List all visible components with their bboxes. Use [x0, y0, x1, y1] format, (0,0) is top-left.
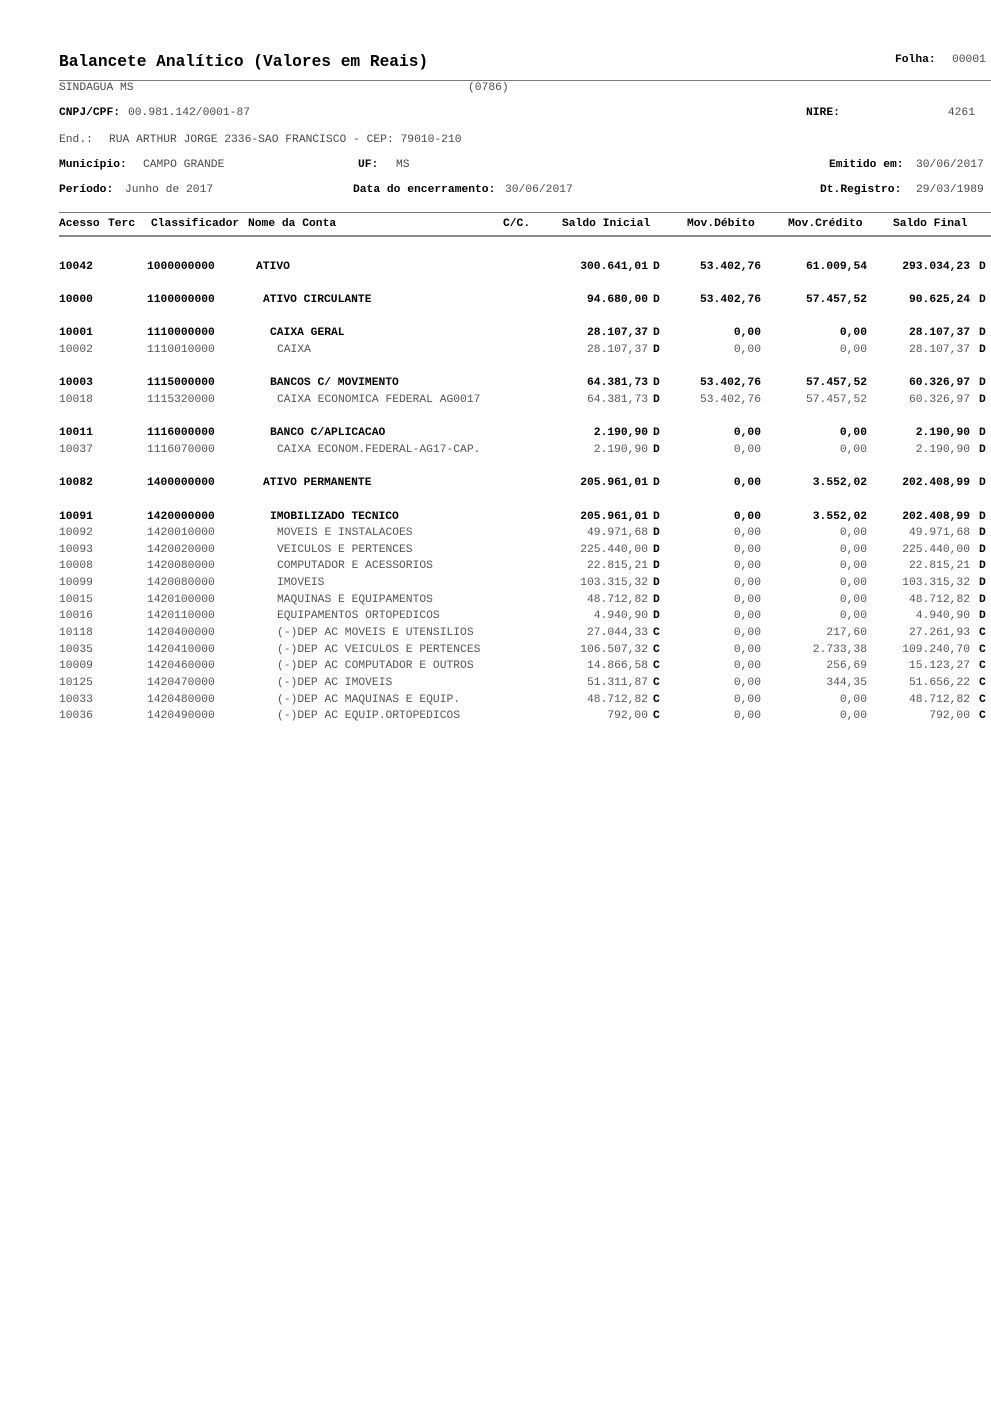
final-balance: 202.408,99 [902, 510, 970, 523]
account-classifier: 1420470000 [147, 677, 215, 690]
debit-movement: 0,00 [733, 510, 761, 523]
table-row [0, 375, 991, 392]
account-classifier: 1000000000 [147, 260, 215, 273]
uf-value: MS [396, 159, 410, 171]
municipio-value: CAMPO GRANDE [143, 159, 225, 171]
account-classifier: 1115000000 [147, 377, 215, 390]
final-balance: 60.326,97 [908, 393, 970, 406]
registration-date-label: Dt.Registro: [820, 184, 902, 196]
initial-balance-dc-indicator: D [653, 543, 660, 556]
account-name: IMOBILIZADO TECNICO [270, 510, 399, 523]
final-balance: 28.107,37 [908, 327, 970, 340]
final-balance-dc-indicator: C [979, 627, 986, 640]
col-header-saldo-inicial: Saldo Inicial [562, 218, 651, 230]
initial-balance: 28.107,37 [586, 327, 648, 340]
final-balance-dc-indicator: C [979, 643, 986, 656]
account-access-code: 10003 [59, 377, 93, 390]
ledger-table [0, 242, 991, 725]
table-row [0, 608, 991, 625]
credit-movement: 3.552,02 [812, 510, 867, 523]
debit-movement: 53.402,76 [699, 393, 761, 406]
initial-balance-dc-indicator: D [653, 377, 660, 390]
account-classifier: 1420100000 [147, 593, 215, 606]
table-row [0, 675, 991, 692]
credit-movement: 0,00 [839, 443, 867, 456]
account-name: (-)DEP AC COMPUTADOR E OUTROS [277, 660, 474, 673]
debit-movement: 0,00 [733, 660, 761, 673]
account-classifier: 1420490000 [147, 710, 215, 723]
initial-balance: 300.641,01 [580, 260, 648, 273]
final-balance: 49.971,68 [908, 527, 970, 540]
column-header-divider-top [59, 212, 991, 213]
final-balance-dc-indicator: D [979, 443, 986, 456]
initial-balance-dc-indicator: D [653, 560, 660, 573]
account-access-code: 10093 [59, 543, 93, 556]
initial-balance: 2.190,90 [593, 427, 648, 440]
col-header-acesso: Acesso [59, 218, 100, 230]
account-name: CAIXA GERAL [270, 327, 345, 340]
final-balance: 293.034,23 [902, 260, 970, 273]
table-row [0, 575, 991, 592]
registration-date-value: 29/03/1989 [916, 184, 984, 196]
initial-balance: 49.971,68 [586, 527, 648, 540]
credit-movement: 217,60 [826, 627, 867, 640]
account-name: ATIVO [256, 260, 290, 273]
final-balance-dc-indicator: D [979, 593, 986, 606]
initial-balance: 205.961,01 [580, 510, 648, 523]
account-access-code: 10008 [59, 560, 93, 573]
initial-balance: 48.712,82 [586, 693, 648, 706]
initial-balance: 792,00 [607, 710, 648, 723]
account-name: IMOVEIS [277, 577, 325, 590]
credit-movement: 0,00 [839, 693, 867, 706]
initial-balance-dc-indicator: D [653, 593, 660, 606]
account-classifier: 1110000000 [147, 327, 215, 340]
final-balance: 22.815,21 [908, 560, 970, 573]
nire-value: 4261 [947, 107, 975, 119]
account-classifier: 1420010000 [147, 527, 215, 540]
account-name: (-)DEP AC IMOVEIS [277, 677, 393, 690]
initial-balance-dc-indicator: D [653, 260, 660, 273]
debit-movement: 0,00 [733, 477, 761, 490]
table-row [0, 442, 991, 459]
account-access-code: 10091 [59, 510, 93, 523]
col-header-cc: C/C. [503, 218, 531, 230]
credit-movement: 0,00 [839, 560, 867, 573]
issued-label: Emitido em: [829, 159, 904, 171]
initial-balance-dc-indicator: D [653, 343, 660, 356]
credit-movement: 0,00 [839, 343, 867, 356]
initial-balance: 205.961,01 [580, 477, 648, 490]
table-row [0, 658, 991, 675]
credit-movement: 0,00 [839, 593, 867, 606]
account-name: (-)DEP AC MOVEIS E UTENSILIOS [277, 627, 474, 640]
credit-movement: 61.009,54 [805, 260, 867, 273]
final-balance-dc-indicator: C [979, 660, 986, 673]
initial-balance: 94.680,00 [586, 293, 648, 306]
closing-date-label: Data do encerramento: [353, 184, 496, 196]
col-header-terc: Terc [108, 218, 136, 230]
account-access-code: 10000 [59, 293, 93, 306]
header-divider-top [59, 80, 991, 81]
table-row [0, 525, 991, 542]
account-access-code: 10015 [59, 593, 93, 606]
account-classifier: 1420110000 [147, 610, 215, 623]
account-access-code: 10011 [59, 427, 93, 440]
account-name: EQUIPAMENTOS ORTOPEDICOS [277, 610, 440, 623]
initial-balance-dc-indicator: D [653, 393, 660, 406]
initial-balance-dc-indicator: D [653, 443, 660, 456]
final-balance-dc-indicator: D [979, 477, 986, 490]
account-access-code: 10035 [59, 643, 93, 656]
account-classifier: 1420460000 [147, 660, 215, 673]
initial-balance: 64.381,73 [586, 393, 648, 406]
credit-movement: 0,00 [839, 577, 867, 590]
account-classifier: 1420080000 [147, 577, 215, 590]
account-access-code: 10042 [59, 260, 93, 273]
initial-balance: 64.381,73 [586, 377, 648, 390]
account-access-code: 10001 [59, 327, 93, 340]
account-access-code: 10118 [59, 627, 93, 640]
debit-movement: 53.402,76 [699, 377, 761, 390]
initial-balance-dc-indicator: C [653, 643, 660, 656]
final-balance-dc-indicator: D [979, 260, 986, 273]
page-number-value: 00001 [952, 54, 986, 66]
final-balance: 60.326,97 [908, 377, 970, 390]
debit-movement: 0,00 [733, 577, 761, 590]
account-access-code: 10125 [59, 677, 93, 690]
final-balance-dc-indicator: D [979, 343, 986, 356]
final-balance: 51.656,22 [908, 677, 970, 690]
initial-balance-dc-indicator: D [653, 527, 660, 540]
initial-balance: 51.311,87 [586, 677, 648, 690]
final-balance: 4.940,90 [915, 610, 970, 623]
initial-balance: 2.190,90 [593, 443, 648, 456]
table-row [0, 392, 991, 409]
final-balance: 90.625,24 [908, 293, 970, 306]
final-balance: 109.240,70 [902, 643, 970, 656]
final-balance: 792,00 [929, 710, 970, 723]
initial-balance-dc-indicator: D [653, 477, 660, 490]
account-classifier: 1420080000 [147, 560, 215, 573]
final-balance: 2.190,90 [915, 443, 970, 456]
initial-balance: 28.107,37 [586, 343, 648, 356]
account-access-code: 10037 [59, 443, 93, 456]
account-name: (-)DEP AC MAQUINAS E EQUIP. [277, 693, 461, 706]
account-name: ATIVO CIRCULANTE [263, 293, 372, 306]
account-name: CAIXA ECONOM.FEDERAL-AG17-CAP. [277, 443, 481, 456]
debit-movement: 0,00 [733, 643, 761, 656]
initial-balance-dc-indicator: C [653, 627, 660, 640]
final-balance: 2.190,90 [915, 427, 970, 440]
table-row [0, 558, 991, 575]
account-access-code: 10018 [59, 393, 93, 406]
account-classifier: 1420410000 [147, 643, 215, 656]
initial-balance-dc-indicator: C [653, 693, 660, 706]
initial-balance: 225.440,00 [580, 543, 648, 556]
account-name: MOVEIS E INSTALACOES [277, 527, 413, 540]
account-name: CAIXA [277, 343, 311, 356]
final-balance-dc-indicator: D [979, 377, 986, 390]
company-code: (0786) [468, 82, 509, 94]
final-balance: 103.315,32 [902, 577, 970, 590]
final-balance-dc-indicator: D [979, 327, 986, 340]
final-balance-dc-indicator: D [979, 427, 986, 440]
account-classifier: 1420020000 [147, 543, 215, 556]
municipio-label: Município: [59, 159, 127, 171]
initial-balance: 103.315,32 [580, 577, 648, 590]
account-classifier: 1420000000 [147, 510, 215, 523]
table-row [0, 475, 991, 492]
table-row [0, 542, 991, 559]
credit-movement: 57.457,52 [805, 393, 867, 406]
account-access-code: 10016 [59, 610, 93, 623]
period-value: Junho de 2017 [125, 184, 214, 196]
final-balance-dc-indicator: D [979, 560, 986, 573]
table-row [0, 692, 991, 709]
initial-balance: 106.507,32 [580, 643, 648, 656]
address-label: End.: [59, 134, 93, 146]
period-label: Período: [59, 184, 114, 196]
initial-balance: 14.866,58 [586, 660, 648, 673]
table-row [0, 642, 991, 659]
column-header-divider-bottom [59, 235, 991, 237]
final-balance-dc-indicator: D [979, 293, 986, 306]
account-access-code: 10036 [59, 710, 93, 723]
report-title: Balancete Analítico (Valores em Reais) [59, 53, 429, 71]
credit-movement: 57.457,52 [805, 293, 867, 306]
table-row [0, 325, 991, 342]
final-balance-dc-indicator: D [979, 393, 986, 406]
debit-movement: 0,00 [733, 610, 761, 623]
initial-balance: 27.044,33 [586, 627, 648, 640]
credit-movement: 344,35 [826, 677, 867, 690]
company-name: SINDAGUA MS [59, 82, 134, 94]
final-balance: 48.712,82 [908, 593, 970, 606]
account-name: COMPUTADOR E ACESSORIOS [277, 560, 433, 573]
credit-movement: 0,00 [839, 543, 867, 556]
initial-balance-dc-indicator: D [653, 610, 660, 623]
debit-movement: 53.402,76 [699, 293, 761, 306]
credit-movement: 3.552,02 [812, 477, 867, 490]
debit-movement: 0,00 [733, 560, 761, 573]
account-name: MAQUINAS E EQUIPAMENTOS [277, 593, 433, 606]
credit-movement: 0,00 [839, 610, 867, 623]
cnpj-label: CNPJ/CPF: [59, 107, 121, 119]
account-access-code: 10033 [59, 693, 93, 706]
credit-movement: 0,00 [839, 427, 867, 440]
final-balance-dc-indicator: C [979, 710, 986, 723]
account-classifier: 1115320000 [147, 393, 215, 406]
final-balance: 225.440,00 [902, 543, 970, 556]
table-row [0, 292, 991, 309]
credit-movement: 57.457,52 [805, 377, 867, 390]
final-balance: 28.107,37 [908, 343, 970, 356]
col-header-classificador: Classificador [151, 218, 240, 230]
account-name: ATIVO PERMANENTE [263, 477, 372, 490]
col-header-saldo-final: Saldo Final [893, 218, 968, 230]
debit-movement: 0,00 [733, 593, 761, 606]
address-value: RUA ARTHUR JORGE 2336-SAO FRANCISCO - CEP: 79010-210 [109, 134, 462, 146]
credit-movement: 0,00 [839, 527, 867, 540]
debit-movement: 0,00 [733, 327, 761, 340]
col-header-mov-debito: Mov.Débito [687, 218, 755, 230]
account-access-code: 10099 [59, 577, 93, 590]
initial-balance-dc-indicator: C [653, 710, 660, 723]
table-row [0, 259, 991, 276]
initial-balance: 22.815,21 [586, 560, 648, 573]
initial-balance-dc-indicator: D [653, 510, 660, 523]
account-classifier: 1110010000 [147, 343, 215, 356]
account-access-code: 10009 [59, 660, 93, 673]
debit-movement: 0,00 [733, 543, 761, 556]
col-header-nome: Nome da Conta [248, 218, 337, 230]
debit-movement: 0,00 [733, 693, 761, 706]
table-row [0, 625, 991, 642]
credit-movement: 0,00 [839, 327, 867, 340]
debit-movement: 0,00 [733, 677, 761, 690]
final-balance-dc-indicator: C [979, 693, 986, 706]
credit-movement: 2.733,38 [812, 643, 867, 656]
page-number-label: Folha: [895, 54, 936, 66]
account-access-code: 10002 [59, 343, 93, 356]
initial-balance: 48.712,82 [586, 593, 648, 606]
credit-movement: 256,69 [826, 660, 867, 673]
initial-balance-dc-indicator: D [653, 293, 660, 306]
table-row [0, 342, 991, 359]
final-balance-dc-indicator: D [979, 510, 986, 523]
account-access-code: 10092 [59, 527, 93, 540]
table-row [0, 509, 991, 526]
account-name: (-)DEP AC VEICULOS E PERTENCES [277, 643, 481, 656]
final-balance: 15.123,27 [908, 660, 970, 673]
account-classifier: 1420400000 [147, 627, 215, 640]
nire-label: NIRE: [806, 107, 840, 119]
final-balance: 48.712,82 [908, 693, 970, 706]
final-balance: 27.261,93 [908, 627, 970, 640]
table-row [0, 592, 991, 609]
initial-balance-dc-indicator: D [653, 427, 660, 440]
final-balance-dc-indicator: C [979, 677, 986, 690]
col-header-mov-credito: Mov.Crédito [788, 218, 863, 230]
final-balance-dc-indicator: D [979, 527, 986, 540]
debit-movement: 0,00 [733, 527, 761, 540]
debit-movement: 53.402,76 [699, 260, 761, 273]
initial-balance-dc-indicator: C [653, 677, 660, 690]
account-name: CAIXA ECONOMICA FEDERAL AG0017 [277, 393, 481, 406]
account-name: BANCO C/APLICACAO [270, 427, 386, 440]
final-balance: 202.408,99 [902, 477, 970, 490]
account-classifier: 1116070000 [147, 443, 215, 456]
initial-balance-dc-indicator: D [653, 577, 660, 590]
initial-balance-dc-indicator: D [653, 327, 660, 340]
issued-value: 30/06/2017 [916, 159, 984, 171]
account-classifier: 1400000000 [147, 477, 215, 490]
debit-movement: 0,00 [733, 627, 761, 640]
account-classifier: 1100000000 [147, 293, 215, 306]
account-classifier: 1116000000 [147, 427, 215, 440]
uf-label: UF: [358, 159, 379, 171]
table-row [0, 425, 991, 442]
account-name: BANCOS C/ MOVIMENTO [270, 377, 399, 390]
debit-movement: 0,00 [733, 427, 761, 440]
final-balance-dc-indicator: D [979, 577, 986, 590]
initial-balance-dc-indicator: C [653, 660, 660, 673]
debit-movement: 0,00 [733, 443, 761, 456]
account-name: (-)DEP AC EQUIP.ORTOPEDICOS [277, 710, 461, 723]
debit-movement: 0,00 [733, 343, 761, 356]
closing-date-value: 30/06/2017 [505, 184, 573, 196]
final-balance-dc-indicator: D [979, 610, 986, 623]
initial-balance: 4.940,90 [593, 610, 648, 623]
account-classifier: 1420480000 [147, 693, 215, 706]
credit-movement: 0,00 [839, 710, 867, 723]
cnpj-value: 00.981.142/0001-87 [128, 107, 251, 119]
final-balance-dc-indicator: D [979, 543, 986, 556]
table-row [0, 708, 991, 725]
debit-movement: 0,00 [733, 710, 761, 723]
account-name: VEICULOS E PERTENCES [277, 543, 413, 556]
account-access-code: 10082 [59, 477, 93, 490]
